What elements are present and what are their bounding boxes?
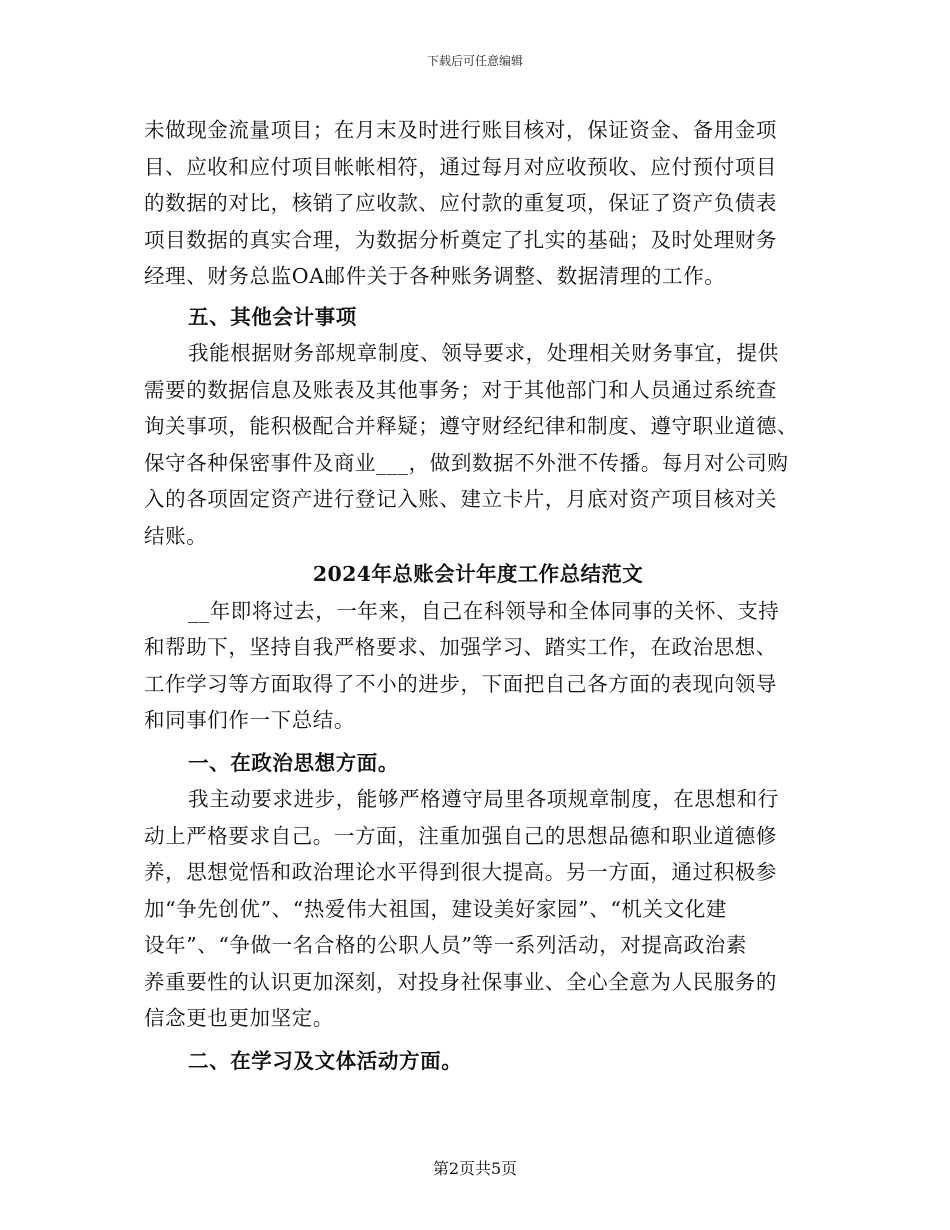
paragraph-other-accounting [144,335,812,554]
paragraph-cash-flow [144,112,812,295]
section-heading-other-accounting: 五、其他会计事项 [188,304,357,329]
page-header: 下载后可任意编辑 [426,54,523,68]
text-line: 经理、财务总监OA邮件关于各种账务调整、数据清理的工作。 [144,264,726,288]
document-title: 2024年总账会计年度工作总结范文 [312,562,644,586]
text-line: 养重要性的认识更加深刻，对投身社保事业、全心全意为人民服务的 [144,969,777,994]
text-line: 询关事项，能积极配合并释疑；遵守财经纪律和制度、遵守职业道德、 [144,414,799,438]
text-line: 我主动要求进步，能够严格遵守局里各项规章制度，在思想和行 [188,787,779,811]
page-footer: 第2页共5页 [432,1159,518,1178]
text-line: 需要的数据信息及账表及其他事务；对于其他部门和人员通过系统查 [144,377,777,402]
paragraph-political [144,781,812,1037]
text-line: 工作学习等方面取得了不小的进步，下面把自己各方面的表现向领导 [144,671,777,696]
text-line: __年即将过去，一年来，自己在科领导和全体同事的关怀、支持 [188,598,780,623]
text-line: 的数据的对比，核销了应收款、应付款的重复项，保证了资产负债表 [144,191,777,215]
document-body [144,112,812,1079]
text-line: 未做现金流量项目；在月末及时进行账目核对，保证资金、备用金项 [144,118,777,142]
section-heading-study: 二、在学习及文体活动方面。 [188,1048,463,1073]
text-line: 动上严格要求自己。一方面，注重加强自己的思想品德和职业道德修 [144,823,777,848]
text-line: 结账。 [144,523,208,548]
paragraph-intro [144,593,812,739]
text-line: 加“争先创优”、“热爱伟大祖国，建设美好家园”、“机关文化建 [144,896,727,921]
text-line: 和帮助下，坚持自我严格要求、加强学习、踏实工作，在政治思想、 [144,635,777,659]
text-line: 项目数据的真实合理，为数据分析奠定了扎实的基础；及时处理财务 [144,227,777,252]
text-line: 和同事们作一下总结。 [144,708,355,732]
text-line: 我能根据财务部规章制度、领导要求，处理相关财务事宜，提供 [188,341,779,365]
text-line: 保守各种保密事件及商业___，做到数据不外泄不传播。每月对公司购 [144,450,789,475]
text-line: 目、应收和应付项目帐帐相符，通过每月对应收预收、应付预付项目 [144,154,777,179]
text-line: 信念更也更加坚定。 [144,1006,334,1030]
text-line: 养，思想觉悟和政治理论水平得到很大提高。另一方面，通过积极参 [144,860,777,884]
section-heading-political: 一、在政治思想方面。 [188,750,399,775]
text-line: 入的各项固定资产进行登记入账、建立卡片，月底对资产项目核对关 [144,487,777,511]
text-line: 设年”、“争做一名合格的公职人员”等一系列活动，对提高政治素 [144,933,747,957]
